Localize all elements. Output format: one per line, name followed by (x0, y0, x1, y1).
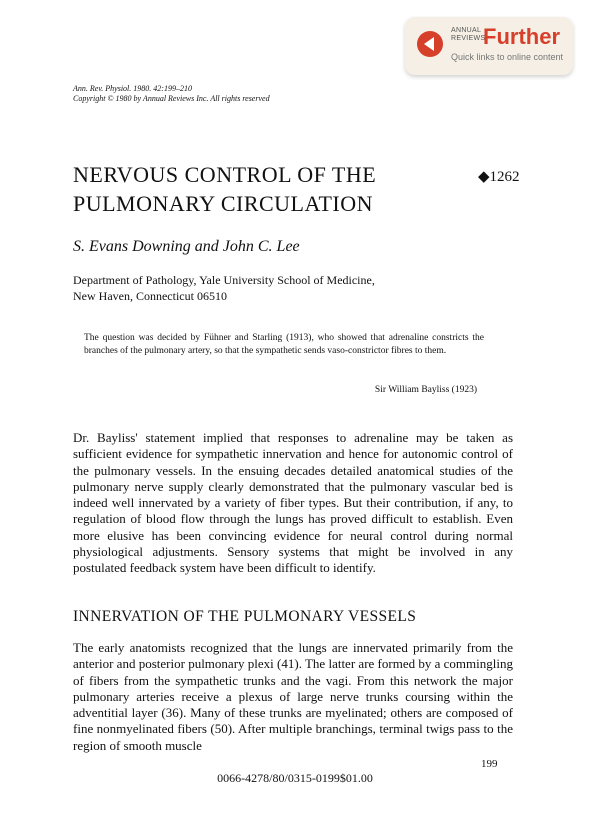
epigraph-attribution: Sir William Bayliss (1923) (374, 385, 477, 395)
journal-citation (73, 84, 270, 104)
section-heading: INNERVATION OF THE PULMONARY VESSELS (73, 608, 417, 625)
badge-further-label: Further (483, 24, 560, 49)
badge-small-text: ANNUAL REVIEWS (451, 27, 486, 42)
epigraph-quote: The question was decided by Fühner and Starling (1913), who showed that adrenaline constricts the branches of the pulmonary artery, so that the sympathetic sends vaso-constrictor fibres to them. (84, 333, 484, 356)
further-link-badge[interactable] (405, 17, 573, 75)
authors: S. Evans Downing and John C. Lee (73, 238, 300, 255)
page-number: 199 (481, 758, 498, 770)
body-paragraph: The early anatomists recognized that the lungs are innervated primarily from the anterior and posterior pulmonary plexi (41). The latter are formed by a commingling of fibers from the sympathetic trunks and the vagi. From this network the major pulmonary arteries receive a plexus of large nerve trunks coursing within the adventitial layer (36). Many of these trunks are myelinated; others are composed of fine nonmyelinated fibers (50). After multiple branchings, terminal twigs pass to the region of smooth muscle (73, 640, 513, 753)
footer-code: 0066-4278/80/0315-0199$01.00 (217, 771, 373, 785)
reference-number: ◆1262 (478, 169, 520, 185)
annual-reviews-logo-icon (417, 31, 443, 57)
intro-paragraph: Dr. Bayliss' statement implied that responses to adrenaline may be taken as sufficient evidence for sympathetic innervation and hence for autonomic control of the pulmonary vessels. In the ensuing decades detailed anatomical studies of the pulmonary nerve supply clearly demonstrated that the pulmonary vascular bed is indeed well innervated by a variety of fiber types. But their contribution, if any, to regulation of blood flow through the lungs has proved difficult to establish. Even more elusive has been convincing evidence for neural control during normal physiological adjustments. Sensory systems that might be involved in any postulated feedback system have been difficult to identify. (73, 430, 513, 576)
citation-line: Ann. Rev. Physiol. 1980. 42:199–210 (73, 84, 192, 93)
article-title: NERVOUS CONTROL OF THE PULMONARY CIRCULATION (73, 162, 377, 216)
badge-subtitle: Quick links to online content (451, 52, 564, 62)
copyright-line: Copyright © 1980 by Annual Reviews Inc. All rights reserved (73, 94, 270, 103)
affiliation: Department of Pathology, Yale University School of Medicine, New Haven, Connecticut 06510 (73, 273, 375, 303)
